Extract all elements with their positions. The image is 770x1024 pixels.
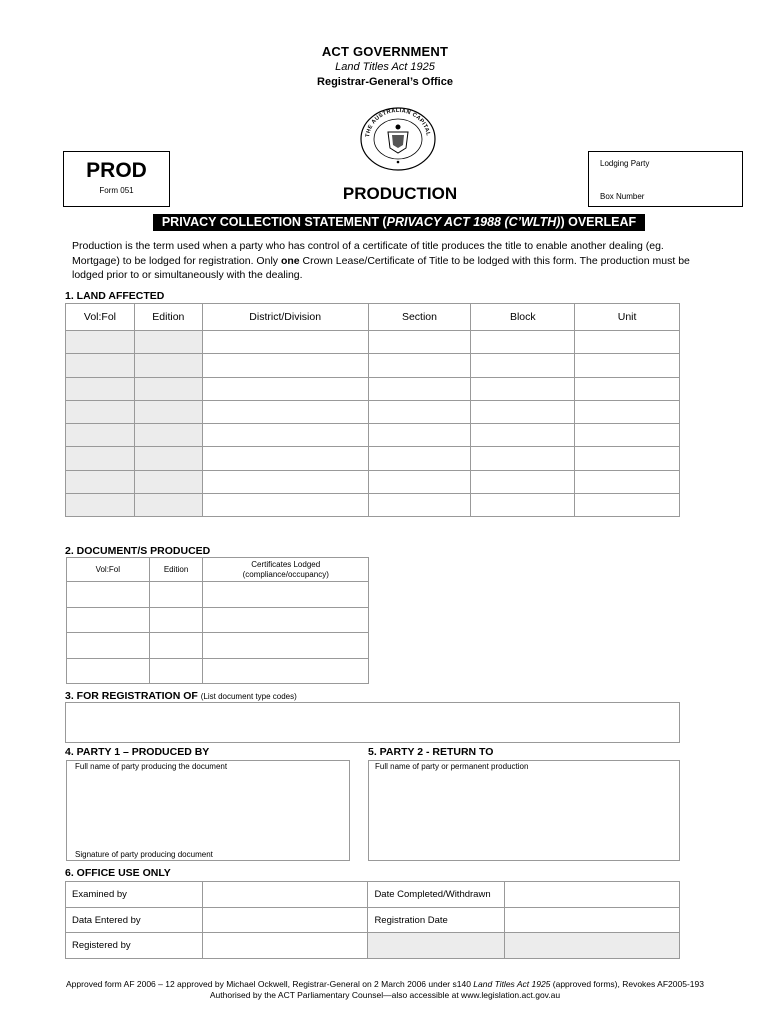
date-completed-label: Date Completed/Withdrawn	[368, 882, 505, 908]
docs-table-row	[67, 633, 369, 659]
section-party2-heading: 5. PARTY 2 - RETURN TO	[368, 746, 494, 758]
section-registration-heading	[65, 690, 297, 702]
land-table-cell[interactable]	[471, 354, 575, 377]
section-office-use-heading: 6. OFFICE USE ONLY	[65, 867, 171, 879]
docs-col-certificates-note: (compliance/occupancy)	[242, 569, 329, 579]
land-table-cell[interactable]	[368, 494, 471, 517]
land-table-row	[66, 470, 680, 493]
land-table-cell[interactable]	[202, 447, 368, 470]
land-table-cell[interactable]	[202, 377, 368, 400]
footer-approval	[0, 979, 770, 989]
section-land-affected-heading: 1. LAND AFFECTED	[65, 290, 165, 302]
land-table-cell[interactable]	[134, 377, 202, 400]
registration-codes-field[interactable]	[65, 702, 680, 743]
examined-by-field[interactable]	[202, 882, 368, 908]
land-table-cell[interactable]	[202, 354, 368, 377]
docs-table-cell[interactable]	[203, 658, 369, 684]
party1-signature-label: Signature of party producing document	[75, 850, 213, 859]
land-table-cell[interactable]	[368, 354, 471, 377]
registered-by-field[interactable]	[202, 933, 368, 959]
land-table-cell[interactable]	[134, 424, 202, 447]
land-table-cell[interactable]	[368, 377, 471, 400]
land-table-cell[interactable]	[368, 447, 471, 470]
land-table-cell[interactable]	[368, 331, 471, 354]
party2-name-label: Full name of party or permanent production	[375, 762, 529, 771]
land-affected-table	[65, 303, 680, 517]
land-table-cell[interactable]	[66, 400, 135, 423]
docs-table-cell[interactable]	[203, 607, 369, 633]
party1-name-label: Full name of party producing the document	[75, 762, 228, 771]
land-table-header	[66, 304, 680, 331]
col-edition: Edition	[134, 304, 202, 331]
land-table-cell[interactable]	[471, 400, 575, 423]
land-table-cell[interactable]	[575, 494, 680, 517]
docs-table-cell[interactable]	[149, 658, 203, 684]
land-table-cell[interactable]	[368, 424, 471, 447]
docs-col-certificates-label: Certificates Lodged	[251, 559, 321, 569]
land-table-cell[interactable]	[66, 494, 135, 517]
land-table-row	[66, 400, 680, 423]
party1-field[interactable]	[66, 760, 350, 861]
data-entered-by-field[interactable]	[202, 907, 368, 933]
office-subheading: Registrar-General’s Office	[317, 76, 453, 88]
docs-table-header	[67, 558, 369, 582]
registered-by-label: Registered by	[66, 933, 203, 959]
land-table-cell[interactable]	[202, 470, 368, 493]
form-code-box	[63, 151, 170, 207]
land-table-cell[interactable]	[471, 470, 575, 493]
docs-table-row	[67, 607, 369, 633]
intro-text-1: Production is the term used when a party who has control of a certificate of title produces the title to enable another dealing (eg. Mortgage) to be lodged for registration. Only	[72, 240, 664, 267]
land-table-cell[interactable]	[368, 470, 471, 493]
land-table-cell[interactable]	[134, 400, 202, 423]
docs-table-cell[interactable]	[67, 658, 150, 684]
land-table-cell[interactable]	[134, 331, 202, 354]
docs-table-cell[interactable]	[149, 582, 203, 608]
registration-date-field[interactable]	[505, 907, 680, 933]
land-table-cell[interactable]	[66, 354, 135, 377]
privacy-suffix: ) OVERLEAF	[560, 215, 637, 229]
land-table-row	[66, 377, 680, 400]
lodging-party-label: Lodging Party	[600, 159, 650, 168]
documents-produced-table	[66, 557, 369, 684]
form-code: PROD	[86, 159, 147, 182]
land-table-cell[interactable]	[471, 424, 575, 447]
land-table-cell[interactable]	[202, 400, 368, 423]
land-table-cell[interactable]	[471, 494, 575, 517]
section-party1-heading: 4. PARTY 1 – PRODUCED BY	[65, 746, 210, 758]
docs-table-cell[interactable]	[67, 582, 150, 608]
footer-approval-text: Approved form AF 2006 – 12 approved by Michael Ockwell, Registrar-General on 2 March 2006 under s140	[66, 979, 474, 989]
office-row	[66, 933, 680, 959]
land-table-cell[interactable]	[471, 331, 575, 354]
office-use-table	[65, 881, 680, 959]
col-section: Section	[368, 304, 471, 331]
docs-table-cell[interactable]	[149, 607, 203, 633]
land-table-cell[interactable]	[575, 447, 680, 470]
land-table-cell[interactable]	[575, 400, 680, 423]
seal-text: THE AUSTRALIAN CAPITAL	[365, 107, 431, 138]
docs-col-edition: Edition	[149, 558, 203, 582]
docs-table-row	[67, 582, 369, 608]
col-block: Block	[471, 304, 575, 331]
land-table-cell[interactable]	[66, 331, 135, 354]
land-table-cell[interactable]	[575, 470, 680, 493]
intro-paragraph	[72, 239, 692, 283]
registration-date-label: Registration Date	[368, 907, 505, 933]
land-table-cell[interactable]	[202, 494, 368, 517]
land-table-cell[interactable]	[66, 447, 135, 470]
col-unit: Unit	[575, 304, 680, 331]
examined-by-label: Examined by	[66, 882, 203, 908]
office-row	[66, 882, 680, 908]
intro-emphasis: one	[280, 254, 300, 267]
docs-table-cell[interactable]	[67, 607, 150, 633]
footer-revokes: (approved forms), Revokes AF2005-193	[550, 979, 704, 989]
privacy-prefix: PRIVACY COLLECTION STATEMENT (	[161, 215, 387, 229]
land-table-row	[66, 424, 680, 447]
office-row	[66, 907, 680, 933]
act-subheading: Land Titles Act 1925	[335, 61, 435, 73]
land-table-cell[interactable]	[134, 447, 202, 470]
land-table-cell[interactable]	[575, 354, 680, 377]
office-blank-cell	[368, 933, 505, 959]
land-table-row	[66, 354, 680, 377]
land-table-cell[interactable]	[471, 447, 575, 470]
docs-table-row	[67, 658, 369, 684]
land-table-cell[interactable]	[575, 424, 680, 447]
land-table-row	[66, 447, 680, 470]
docs-table-cell[interactable]	[203, 633, 369, 659]
land-table-row	[66, 494, 680, 517]
land-table-cell[interactable]	[575, 331, 680, 354]
registration-note: (List document type codes)	[200, 692, 297, 701]
col-vol-fol: Vol:Fol	[66, 304, 135, 331]
intro-text-2: Crown Lease/Certificate of Title to be lodged with this form. The production must be lodged prior to or simultaneously with the dealing.	[72, 254, 690, 281]
land-table-cell[interactable]	[368, 400, 471, 423]
docs-col-certificates	[203, 558, 369, 582]
col-district-division: District/Division	[202, 304, 368, 331]
box-number-label: Box Number	[600, 192, 645, 201]
svg-text:THE AUSTRALIAN CAPITAL TERRITO	[359, 106, 431, 138]
land-table-cell[interactable]	[134, 494, 202, 517]
land-table-cell[interactable]	[66, 424, 135, 447]
registration-heading-text: 3. FOR REGISTRATION OF	[65, 690, 198, 702]
land-table-row	[66, 331, 680, 354]
form-number: Form 051	[99, 186, 134, 195]
office-blank-cell	[505, 933, 680, 959]
footer-act: Land Titles Act 1925	[473, 979, 551, 989]
registrar-seal-icon	[359, 106, 437, 172]
privacy-statement-banner	[153, 214, 645, 231]
land-table-cell[interactable]	[66, 470, 135, 493]
docs-table-cell[interactable]	[67, 633, 150, 659]
government-heading: ACT GOVERNMENT	[321, 44, 449, 59]
docs-table-cell[interactable]	[203, 582, 369, 608]
section-documents-produced-heading: 2. DOCUMENT/S PRODUCED	[65, 545, 211, 557]
document-title: PRODUCTION	[342, 184, 458, 203]
data-entered-by-label: Data Entered by	[66, 907, 203, 933]
party2-field[interactable]	[368, 760, 680, 861]
land-table-cell[interactable]	[134, 354, 202, 377]
land-table-cell[interactable]	[202, 424, 368, 447]
land-table-cell[interactable]	[202, 331, 368, 354]
privacy-act: PRIVACY ACT 1988 (C’WLTH)	[386, 215, 561, 229]
land-table-cell[interactable]	[66, 377, 135, 400]
land-table-cell[interactable]	[575, 377, 680, 400]
footer-authorised: Authorised by the ACT Parliamentary Counsel—also accessible at www.legislation.act.gov.au	[209, 990, 561, 1000]
docs-col-vol-fol: Vol:Fol	[67, 558, 150, 582]
land-table-cell[interactable]	[471, 377, 575, 400]
date-completed-field[interactable]	[505, 882, 680, 908]
lodging-box[interactable]	[588, 151, 743, 207]
land-table-cell[interactable]	[134, 470, 202, 493]
docs-table-cell[interactable]	[149, 633, 203, 659]
